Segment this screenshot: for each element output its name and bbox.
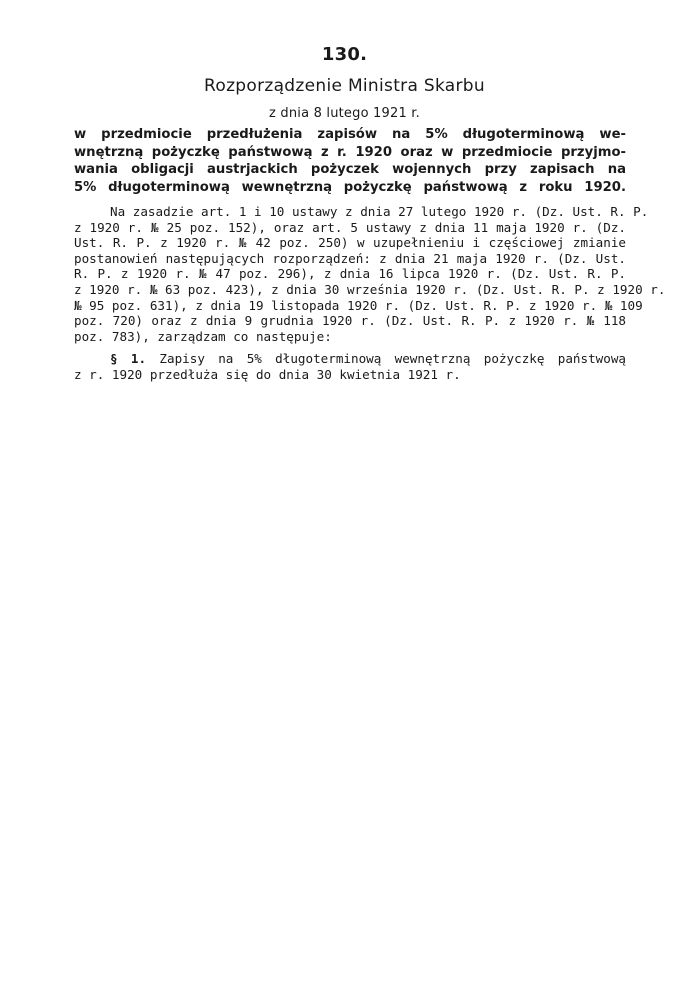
subject-line: wania obligacji austrjackich pożyczek wojennych przy zapisach na [74,162,626,177]
section-1-text: Zapisy na 5% długoterminową wewnętrzną pożyczkę państwową [159,351,626,366]
preamble-line: № 95 poz. 631), z dnia 19 listopada 1920 r. (Dz. Ust. R. P. z 1920 r. № 109 [74,297,643,313]
preamble-line: Na zasadzie art. 1 i 10 ustawy z dnia 27 lutego 1920 r. (Dz. Ust. R. P. [110,204,649,219]
section-1-first-line [74,351,626,367]
document-subject [74,126,626,196]
section-mark: § 1. [110,351,147,366]
preamble-line: z 1920 r. № 25 poz. 152), oraz art. 5 ustawy z dnia 11 maja 1920 r. (Dz. [74,219,626,235]
preamble-line: postanowień następujących rozporządzeń: z dnia 21 maja 1920 r. (Dz. Ust. [74,250,626,266]
document-title: Rozporządzenie Ministra Skarbu [204,76,485,96]
document-number: 130. [321,44,368,65]
subject-line: 5% długoterminową wewnętrzną pożyczkę państwową z roku 1920. [74,179,626,195]
preamble-line: poz. 720) oraz z dnia 9 grudnia 1920 r. (Dz. Ust. R. P. z 1920 r. № 118 [74,313,626,329]
subject-line: wnętrzną pożyczkę państwową z r. 1920 oraz w przedmiocie przyjmo- [74,144,626,160]
document-date: z dnia 8 lutego 1921 r. [269,106,420,121]
preamble-paragraph [74,204,666,344]
preamble-line: R. P. z 1920 r. № 47 poz. 296), z dnia 16 lipca 1920 r. (Dz. Ust. R. P. [74,266,626,282]
preamble-line: poz. 783), zarządzam co następuje: [74,328,332,344]
subject-line: w przedmiocie przedłużenia zapisów na 5% długoterminową we- [74,127,626,142]
preamble-line: Ust. R. P. z 1920 r. № 42 poz. 250) w uzupełnieniu i częściowej zmianie [74,235,626,251]
preamble-line: z 1920 r. № 63 poz. 423), z dnia 30 września 1920 r. (Dz. Ust. R. P. z 1920 r. [74,281,666,297]
section-1-second-line: z r. 1920 przedłuża się do dnia 30 kwietnia 1921 r. [74,366,461,382]
section-1-paragraph [74,351,626,382]
